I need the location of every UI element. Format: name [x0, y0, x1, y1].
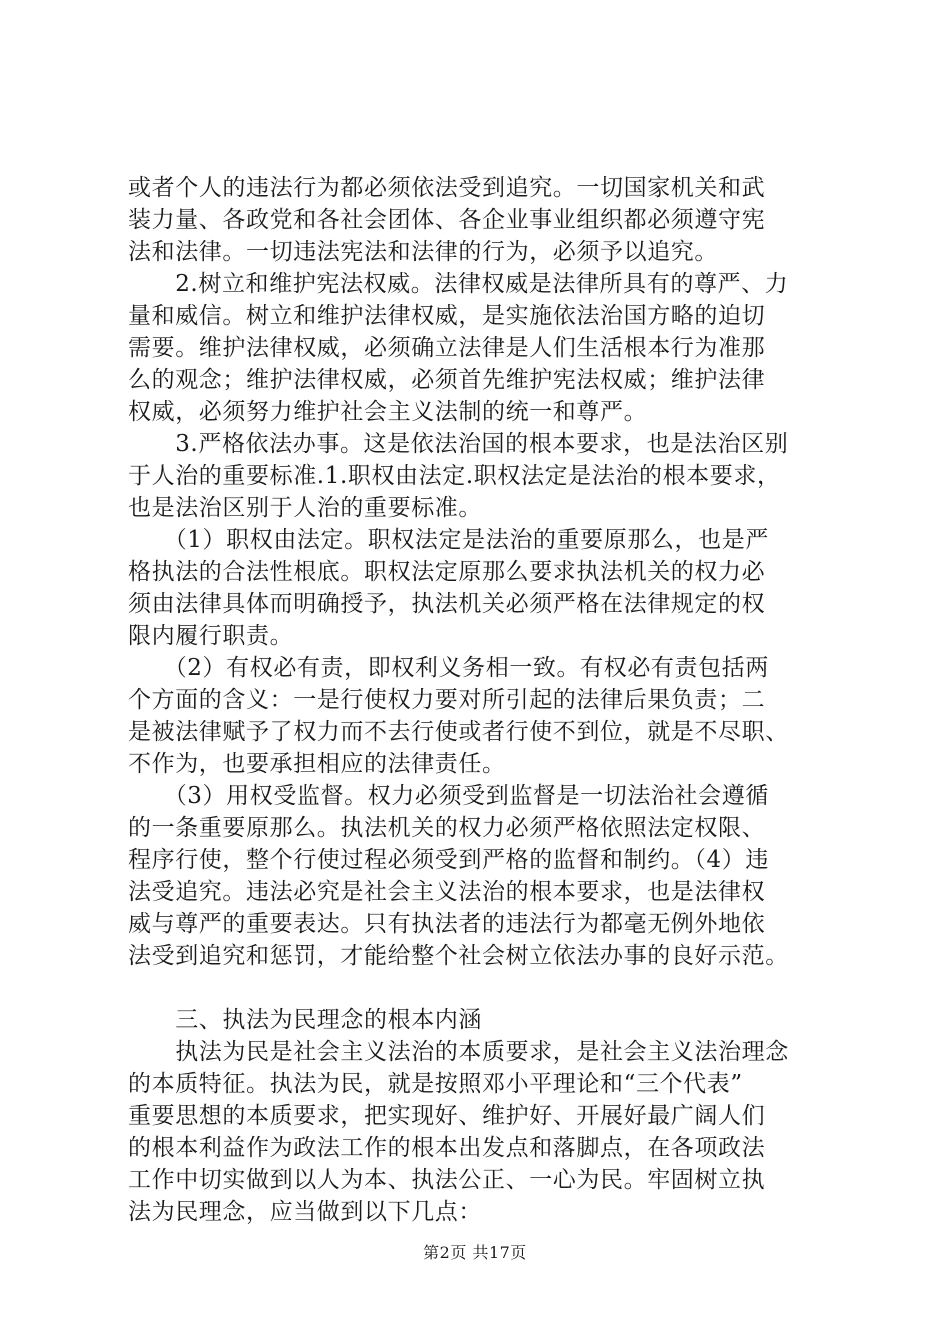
text-line: 个方面的含义：一是行使权力要对所引起的法律后果负责；二 — [128, 687, 766, 713]
text-line: 法为民理念，应当做到以下几点： — [128, 1199, 482, 1225]
text-line: （2）有权必有责，即权利义务相一致。有权必有责包括两 — [128, 655, 769, 681]
text-line: 执法为民是社会主义法治的本质要求，是社会主义法治理念 — [128, 1039, 789, 1065]
text-line: 是被法律赋予了权力而不去行使或者行使不到位，就是不尽职、 — [128, 719, 789, 745]
text-line: 工作中切实做到以人为本、执法公正、一心为民。牢固树立执 — [128, 1167, 766, 1193]
text-line: 法受到追究和惩罚，才能给整个社会树立依法办事的良好示范。 — [128, 943, 789, 969]
text-line: 法受追究。违法必究是社会主义法治的根本要求，也是法律权 — [128, 879, 766, 905]
text-line: 么的观念；维护法律权威，必须首先维护宪法权威；维护法律 — [128, 367, 766, 393]
blank-line — [128, 972, 828, 1004]
text-line: 的本质特征。执法为民，就是按照邓小平理论和“三个代表” — [128, 1071, 743, 1097]
text-line: 须由法律具体而明确授予，执法机关必须严格在法律规定的权 — [128, 591, 766, 617]
text-line: 装力量、各政党和各社会团体、各企业事业组织都必须遵守宪 — [128, 207, 766, 233]
text-line: （3）用权受监督。权力必须受到监督是一切法治社会遵循 — [128, 783, 769, 809]
text-line: 3.严格依法办事。这是依法治国的根本要求，也是法治区别 — [128, 431, 789, 457]
text-line: 法和法律。一切违法宪法和法律的行为，必须予以追究。 — [128, 239, 718, 265]
text-line: 也是法治区别于人治的重要标准。 — [128, 495, 482, 521]
text-line: 不作为，也要承担相应的法律责任。 — [128, 751, 506, 777]
text-line: 权威，必须努力维护社会主义法制的统一和尊严。 — [128, 399, 648, 425]
text-line: 格执法的合法性根底。职权法定原那么要求执法机关的权力必 — [128, 559, 766, 585]
text-line: 的根本利益作为政法工作的根本出发点和落脚点，在各项政法 — [128, 1135, 766, 1161]
text-line: 程序行使，整个行使过程必须受到严格的监督和制约。（4）违 — [128, 847, 769, 873]
section-heading: 三、执法为民理念的根本内涵 — [128, 1007, 482, 1033]
text-line: 量和威信。树立和维护法律权威，是实施依法治国方略的迫切 — [128, 303, 766, 329]
text-line: 威与尊严的重要表达。只有执法者的违法行为都毫无例外地依 — [128, 911, 766, 937]
text-line: 的一条重要原那么。执法机关的权力必须严格依照法定权限、 — [128, 815, 766, 841]
document-body — [128, 172, 828, 1228]
text-line: 于人治的重要标准.1.职权由法定.职权法定是法治的根本要求， — [128, 463, 781, 489]
text-line: 需要。维护法律权威，必须确立法律是人们生活根本行为准那 — [128, 335, 766, 361]
text-line: （1）职权由法定。职权法定是法治的重要原那么，也是严 — [128, 527, 769, 553]
text-line: 限内履行职责。 — [128, 623, 294, 649]
text-line: 2.树立和维护宪法权威。法律权威是法律所具有的尊严、力 — [128, 271, 789, 297]
text-line: 重要思想的本质要求，把实现好、维护好、开展好最广阔人们 — [128, 1103, 766, 1129]
text-line: 或者个人的违法行为都必须依法受到追究。一切国家机关和武 — [128, 175, 766, 201]
page-number-footer: 第2页 共17页 — [423, 1243, 527, 1262]
